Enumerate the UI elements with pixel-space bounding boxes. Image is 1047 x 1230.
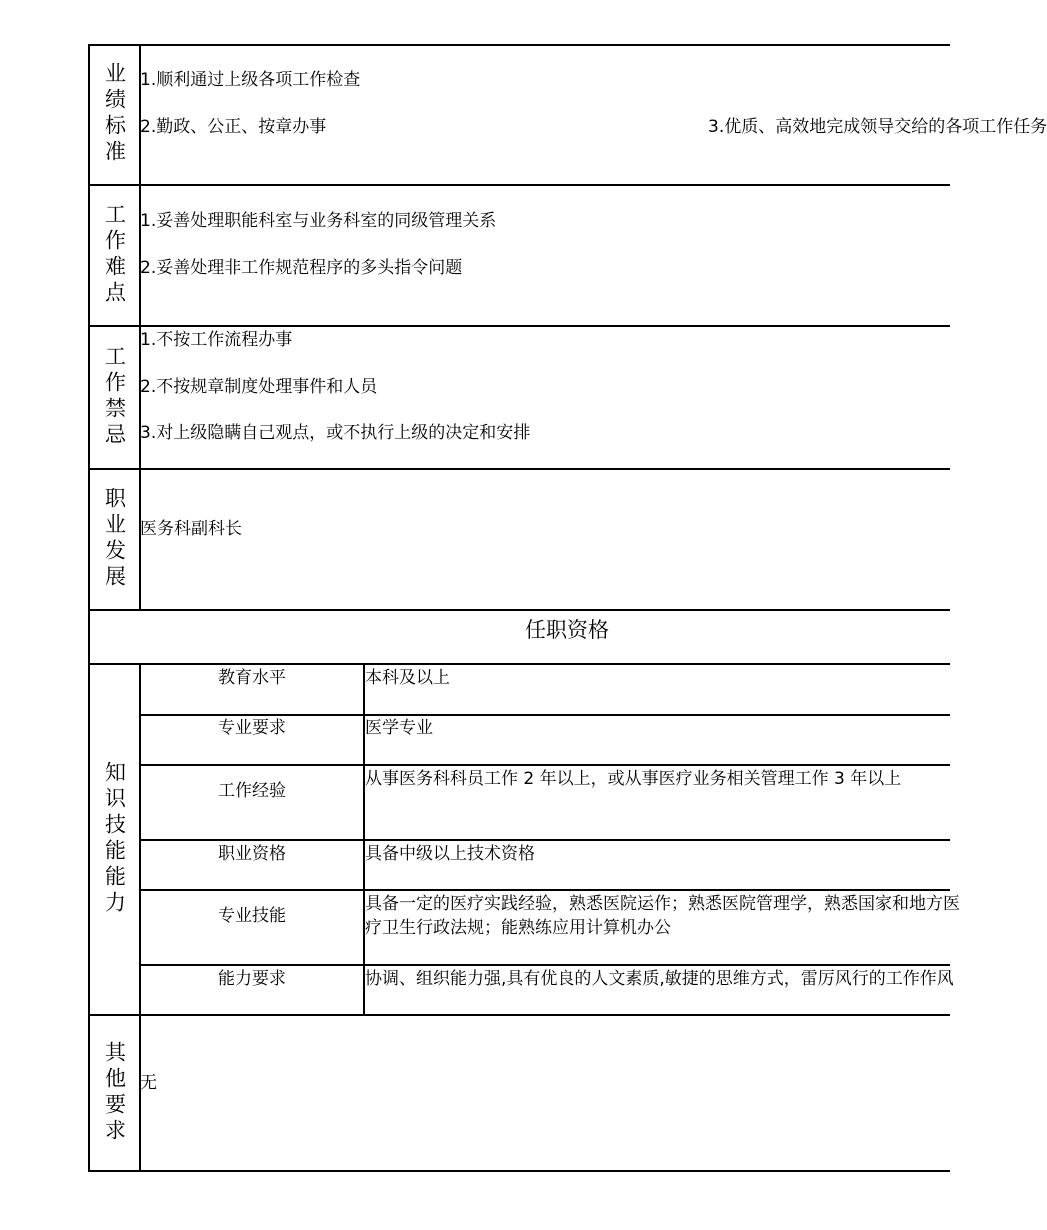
row-divider <box>139 889 950 891</box>
row-divider <box>88 44 950 46</box>
career-value: 医务科副科长 <box>140 519 242 539</box>
education-label: 教育水平 <box>218 668 286 688</box>
other-label: 其他要求 <box>102 1040 127 1145</box>
row-divider <box>88 184 950 186</box>
difficulty-item-1: 1.妥善处理职能科室与业务科室的同级管理关系 <box>140 211 497 231</box>
difficulty-label: 工作难点 <box>102 203 127 307</box>
difficulty-item-2: 2.妥善处理非工作规范程序的多头指令问题 <box>140 258 463 278</box>
qualifications-title: 任职资格 <box>525 618 609 642</box>
row-divider <box>88 325 950 327</box>
skills-value-line-1: 具备一定的医疗实践经验，熟悉医院运作；熟悉医院管理学，熟悉国家和地方医 <box>365 894 960 914</box>
certification-value: 具备中级以上技术资格 <box>365 844 535 864</box>
row-divider <box>139 764 950 766</box>
skills-label: 专业技能 <box>218 906 286 926</box>
row-divider <box>139 714 950 716</box>
prohibition-item-3: 3.对上级隐瞒自己观点，或不执行上级的决定和安排 <box>140 423 531 443</box>
major-value: 医学专业 <box>365 718 433 738</box>
prohibition-item-2: 2.不按规章制度处理事件和人员 <box>140 377 378 397</box>
row-divider <box>88 468 950 470</box>
row-divider <box>88 1014 950 1016</box>
ability-value: 协调、组织能力强,具有优良的人文素质,敏捷的思维方式，雷厉风行的工作作风 <box>365 969 954 989</box>
education-value: 本科及以上 <box>365 668 450 688</box>
experience-value: 从事医务科科员工作 2 年以上，或从事医疗业务相关管理工作 3 年以上 <box>365 769 902 789</box>
row-divider <box>88 1170 950 1172</box>
prohibitions-label: 工作禁忌 <box>102 345 127 449</box>
row-divider <box>139 964 950 966</box>
other-value: 无 <box>140 1073 157 1093</box>
major-label: 专业要求 <box>218 718 286 738</box>
performance-item-1: 1.顺利通过上级各项工作检查 <box>140 70 361 90</box>
row-divider <box>88 663 950 665</box>
career-label: 职业发展 <box>102 487 127 591</box>
ability-label: 能力要求 <box>218 969 286 989</box>
experience-label: 工作经验 <box>218 781 286 801</box>
prohibition-item-1: 1.不按工作流程办事 <box>140 330 293 350</box>
performance-label: 业绩标准 <box>102 62 127 166</box>
certification-label: 职业资格 <box>218 844 286 864</box>
skills-value-line-2: 疗卫生行政法规；能熟练应用计算机办公 <box>365 918 671 938</box>
qualification-column-divider <box>363 663 365 1015</box>
row-divider <box>139 839 950 841</box>
performance-item-3: 3.优质、高效地完成领导交给的各项工作任务 <box>708 117 1047 137</box>
qualifications-group-label: 知识技能能力 <box>102 761 127 917</box>
row-divider <box>88 609 950 611</box>
performance-item-2: 2.勤政、公正、按章办事 <box>140 117 327 137</box>
